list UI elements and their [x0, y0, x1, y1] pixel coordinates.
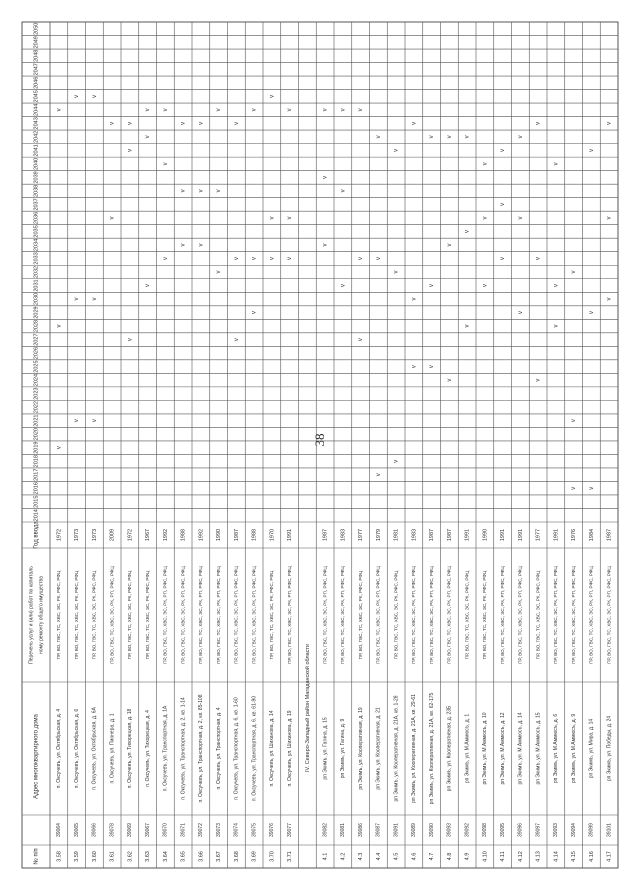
row-id: 39101: [606, 823, 613, 837]
header-plan-year: 2022: [33, 401, 40, 414]
row-id: 39092: [464, 823, 471, 837]
header-plan-year: 2033: [33, 252, 40, 265]
header-plan-year: 2019: [33, 441, 40, 454]
row-num: 4.5: [393, 852, 400, 861]
row-year: 1972: [127, 528, 134, 542]
section-title: IV. Северо-Западный район Магаданской области: [304, 643, 311, 773]
row-address: п. Оксучевъ, ул. Пионера, д. 1: [109, 713, 116, 784]
row-services: ПР, ВО, ГВС, ТС, ХВС, ЭС, РК, РФС, РФЦ: [91, 570, 97, 660]
row-address: рп Экимъ, ул. М.Аммюсъ, д. 15: [535, 712, 542, 785]
check-mark: v: [216, 270, 223, 274]
row-year: 1990: [216, 528, 223, 542]
row-id: 39078: [109, 823, 116, 837]
row-address: рп Экимъ, ул. М.Аммюсъ, д. 1: [464, 713, 471, 784]
row-address: рп Экимъ, ул. Кооперативная, д. 21: [375, 707, 382, 790]
row-num: 4.17: [606, 851, 613, 862]
row-address: рп Экимъ, ул. Мира, д. 14: [588, 718, 595, 779]
row-services: ПР, ВО, ГВС, ТС, ХВС, ЭС, РК, РП, РФС, РФЦ: [198, 566, 204, 664]
row-address: рп Экимъ, ул. Кооперативная, д. 21А, кв. 1-28: [393, 695, 400, 802]
row-year: 1981: [393, 528, 400, 542]
header-address: Адрес многоквартирного дома: [33, 714, 40, 799]
check-mark: v: [500, 256, 507, 260]
row-id: 39067: [144, 823, 151, 837]
row-address: рп Экимъ, ул. М.Аммюсъ, д. 9: [570, 713, 577, 784]
row-id: 39072: [198, 823, 205, 837]
check-mark: v: [233, 256, 240, 260]
row-address: рп Экимъ, ул. Гагина, д. 15: [322, 717, 329, 780]
check-mark: v: [429, 135, 436, 139]
header-plan-year: 2049: [33, 36, 40, 49]
row-address: п. Оксучевъ, ул. Транспортная, д. 6, кв. 1-60: [233, 697, 240, 800]
row-services: ПР, ВО, ГВС, ТС, ХВС, ЭС, РК, РФС, РФЦ: [56, 570, 62, 660]
row-services: ПР, ВО, ГВС, ТС, ХВС, ЭС, РК, РП, РФС, РФЦ: [233, 566, 239, 664]
check-mark: v: [56, 446, 63, 450]
row-year: 1970: [269, 528, 276, 542]
row-services: ПР, ВО, ГВС, ТС, ХВС, ЭС, РК, РФС, РФЦ: [127, 570, 133, 660]
check-mark: v: [464, 324, 471, 328]
header-services-2: ному ремонту общего имущества: [38, 576, 45, 654]
check-mark: v: [553, 284, 560, 288]
row-num: 4.16: [588, 851, 595, 862]
check-mark: v: [588, 148, 595, 152]
check-mark: v: [553, 324, 560, 328]
check-mark: v: [198, 189, 205, 193]
check-mark: v: [571, 270, 578, 274]
check-mark: v: [553, 162, 560, 166]
check-mark: v: [287, 256, 294, 260]
check-mark: v: [322, 175, 329, 179]
row-year: 1992: [162, 528, 169, 542]
check-mark: v: [180, 189, 187, 193]
row-year: 1973: [91, 528, 98, 542]
row-num: 4.4: [375, 852, 382, 861]
check-mark: v: [411, 121, 418, 125]
row-num: 3.66: [198, 851, 205, 862]
check-mark: v: [606, 216, 613, 220]
row-services: ПР, ВО, ГВС, ТС, ХВС, ЭС, РК, РП, РФС, РФЦ: [162, 566, 168, 664]
page-number: 38: [312, 433, 327, 447]
header-plan-year: 2036: [33, 211, 40, 225]
row-num: 3.64: [162, 851, 169, 862]
check-mark: v: [517, 135, 524, 139]
row-num: 4.3: [358, 852, 365, 861]
row-services: ПР, ВО, ГВС, ТС, ХВС, ЭС, РК, РФС, РФЦ: [464, 570, 470, 660]
row-services: ПР, ВО, ГВС, ТС, ХВС, ЭС, РК, РП, РФС, РФЦ: [428, 566, 434, 664]
check-mark: v: [251, 256, 258, 260]
row-services: ПР, ВО, ГВС, ТС, ХВС, ЭС, РК, РП, РФС, РФЦ: [570, 566, 576, 664]
row-id: 39089: [411, 823, 418, 837]
row-id: 39093: [553, 823, 560, 837]
row-id: 39070: [162, 823, 169, 837]
check-mark: v: [588, 486, 595, 490]
row-num: 3.69: [251, 851, 258, 862]
check-mark: v: [606, 121, 613, 125]
row-services: ПР, ВО, ГВС, ТС, ХВС, ЭС, РК, РП, РФС, РФЦ: [109, 566, 115, 664]
check-mark: v: [109, 121, 116, 125]
check-mark: v: [482, 284, 489, 288]
row-id: 39090: [428, 823, 435, 837]
header-plan-year: 2020: [33, 428, 40, 441]
row-num: 3.62: [127, 851, 134, 862]
header-plan-year: 2025: [33, 360, 40, 373]
header-plan-year: 2021: [33, 414, 40, 427]
check-mark: v: [56, 324, 63, 328]
row-services: ПР, ВО, ГВС, ТС, ХВС, ЭС, РК, РП, РФС, РФЦ: [553, 566, 559, 664]
check-mark: v: [358, 256, 365, 260]
row-num: 3.65: [180, 851, 187, 862]
header-plan-year: 2044: [33, 103, 40, 116]
check-mark: v: [162, 108, 169, 112]
row-num: 4.1: [322, 852, 329, 861]
header-plan-year: 2014: [33, 509, 40, 522]
check-mark: v: [411, 365, 418, 369]
row-address: п. Оксучевъ, ул. Транспортная, д. 1А: [162, 705, 169, 792]
check-mark: v: [340, 284, 347, 288]
row-services: ПР, ВО, ГВС, ТС, ХВС, ЭС, РК, РП, РФС, РФЦ: [517, 566, 523, 664]
row-num: 3.58: [56, 851, 63, 862]
check-mark: v: [500, 202, 507, 206]
row-address: рп Экимъ, ул. М.Аммюсъ, д. 14: [517, 712, 524, 785]
header-plan-year: 2018: [33, 455, 40, 468]
check-mark: v: [375, 256, 382, 260]
header-plan-year: 2034: [33, 238, 40, 252]
row-num: 3.70: [269, 851, 276, 862]
row-year: 1979: [375, 528, 382, 542]
row-num: 4.8: [446, 852, 453, 861]
header-plan-year: 2046: [33, 76, 40, 89]
header-plan-year: 2028: [33, 319, 40, 333]
row-num: 4.15: [571, 851, 578, 862]
header-plan-year: 2023: [33, 387, 40, 400]
check-mark: v: [358, 108, 365, 112]
row-id: 39076: [269, 823, 276, 837]
row-num: 3.67: [216, 851, 223, 862]
row-year: 1987: [322, 528, 329, 542]
row-num: 4.2: [340, 852, 347, 861]
row-id: 39096: [517, 823, 524, 837]
row-address: рп Экимъ, ул. Кооперативная, д. 21А, кв. 29-61: [411, 694, 418, 803]
check-mark: v: [588, 311, 595, 315]
header-plan-year: 2015: [33, 495, 40, 508]
check-mark: v: [482, 216, 489, 220]
check-mark: v: [322, 243, 329, 247]
row-num: 4.11: [500, 851, 507, 862]
row-id: 39097: [535, 823, 542, 837]
row-year: 1972: [56, 528, 63, 542]
header-plan-year: 2038: [33, 184, 40, 198]
row-address: п. Оксучевъ, ул. Шиханова, д. 19: [286, 710, 293, 787]
row-id: 39087: [375, 823, 382, 837]
row-num: 4.14: [553, 851, 560, 862]
row-year: 1987: [606, 528, 613, 542]
check-mark: v: [464, 135, 471, 139]
check-mark: v: [571, 486, 578, 490]
row-year: 1977: [358, 528, 365, 542]
row-address: рп Экимъ, ул. Кооперативная, д. 23Б: [446, 705, 453, 792]
check-mark: v: [109, 216, 116, 220]
row-services: ПР, ВО, ГВС, ТС, ХВС, ЭС, РК, РФС, РФЦ: [535, 570, 541, 660]
row-year: 1990: [482, 528, 489, 542]
row-services: ПР, ВО, ГВС, ТС, ХВС, ЭС, РК, РП, РФС, РФЦ: [446, 566, 452, 664]
row-services: ПР, ВО, ГВС, ТС, ХВС, ЭС, РК, РФС, РФЦ: [269, 570, 275, 660]
header-plan-year: 2026: [33, 346, 40, 360]
row-address: рп Экимъ, ул. Кооперативная, д. 19: [357, 707, 364, 790]
check-mark: v: [393, 270, 400, 274]
row-id: 39066: [91, 823, 98, 837]
row-services: ПР, ВО, ГВС, ТС, ХВС, ЭС, РК, РП, РФС, РФЦ: [286, 566, 292, 664]
row-year: 1988: [180, 528, 187, 542]
row-num: 3.63: [145, 851, 152, 862]
check-mark: v: [393, 148, 400, 152]
check-mark: v: [482, 162, 489, 166]
check-mark: v: [145, 284, 152, 288]
row-id: 39069: [127, 823, 134, 837]
header-plan-year: 2045: [33, 90, 40, 103]
row-id: 39082: [322, 823, 329, 837]
row-year: 1992: [198, 528, 205, 542]
check-mark: v: [535, 121, 542, 125]
row-id: 39093: [446, 823, 453, 837]
header-year: Год ввода: [33, 521, 40, 549]
row-num: 4.13: [535, 851, 542, 862]
row-services: ПР, ВО, ГВС, ТС, ХВС, ЭС, РК, РП, РФС, РФЦ: [322, 566, 328, 664]
row-services: ПР, ВО, ГВС, ТС, ХВС, ЭС, РК, РП, РФС, РФЦ: [251, 566, 257, 664]
row-address: рп Экимъ, ул. М.Аммюсъ, д. 6: [553, 713, 560, 784]
check-mark: v: [375, 135, 382, 139]
row-address: п. Оксучевъ, ул. Октябрьская, д. 6А: [91, 707, 98, 790]
row-address: рп Экимъ, ул. М.Аммюсъ, д. 12: [499, 712, 506, 785]
row-id: 39075: [251, 823, 258, 837]
row-id: 39065: [73, 823, 80, 837]
row-address: п. Оксучевъ, ул. Транспортная, д. 2, кв. 1-14: [180, 697, 187, 800]
check-mark: v: [91, 297, 98, 301]
check-mark: v: [606, 297, 613, 301]
check-mark: v: [251, 311, 258, 315]
row-year: 1987: [233, 528, 240, 542]
row-num: 4.10: [482, 851, 489, 862]
check-mark: v: [145, 108, 152, 112]
header-plan-year: 2050: [33, 22, 40, 35]
check-mark: v: [393, 459, 400, 463]
check-mark: v: [127, 121, 134, 125]
row-year: 1991: [464, 528, 471, 542]
header-plan-year: 2029: [33, 306, 40, 319]
row-num: 3.68: [233, 851, 240, 862]
check-mark: v: [375, 473, 382, 477]
header-plan-year: 2030: [33, 292, 40, 306]
row-num: 3.71: [287, 851, 294, 862]
row-num: 4.6: [411, 852, 418, 861]
row-num: 4.9: [464, 852, 471, 861]
row-year: 1967: [145, 528, 152, 542]
header-plan-year: 2031: [33, 279, 40, 292]
check-mark: v: [340, 189, 347, 193]
check-mark: v: [233, 121, 240, 125]
row-services: ПР, ВО, ГВС, ТС, ХВС, ЭС, РК, РП, РФС, РФЦ: [606, 566, 612, 664]
row-address: п. Оксучевъ, ул. Шиханова, д. 14: [269, 710, 276, 787]
check-mark: v: [287, 216, 294, 220]
check-mark: v: [162, 162, 169, 166]
row-id: 39091: [393, 823, 400, 837]
row-num: 3.60: [91, 851, 98, 862]
row-services: ПР, ВО, ГВС, ТС, ХВС, ЭС, РК, РП, РФС, РФЦ: [180, 566, 186, 664]
header-plan-year: 2027: [33, 333, 40, 346]
check-mark: v: [198, 243, 205, 247]
row-num: 4.7: [429, 852, 436, 861]
row-num: 3.61: [109, 851, 116, 862]
header-plan-year: 2037: [33, 198, 40, 211]
check-mark: v: [74, 94, 81, 98]
check-mark: v: [269, 256, 276, 260]
row-year: 1987: [429, 528, 436, 542]
header-plan-year: 2035: [33, 225, 40, 238]
check-mark: v: [198, 121, 205, 125]
check-mark: v: [358, 338, 365, 342]
check-mark: v: [233, 338, 240, 342]
header-plan-year: 2040: [33, 157, 40, 171]
row-id: 39073: [215, 823, 222, 837]
row-services: ПР, ВО, ГВС, ТС, ХВС, ЭС, РК, РФС, РФЦ: [357, 570, 363, 660]
row-address: п. Оксучевъ, ул. Тихорецкая, д. 4: [144, 710, 151, 787]
row-year: 1973: [74, 528, 81, 542]
check-mark: v: [162, 256, 169, 260]
header-plan-year: 2042: [33, 130, 40, 143]
check-mark: v: [517, 311, 524, 315]
row-services: ПР, ВО, ГВС, ТС, ХВС, ЭС, РК, РП, РФС, РФЦ: [215, 566, 221, 664]
check-mark: v: [429, 284, 436, 288]
row-id: 39077: [286, 823, 293, 837]
row-num: 3.59: [74, 851, 81, 862]
row-id: 39098: [482, 823, 489, 837]
row-year: 2009: [109, 528, 116, 542]
header-services: Перечень услуг и (или) работ по капиталь: [28, 566, 35, 664]
check-mark: v: [216, 189, 223, 193]
row-services: ПР, ВО, ГВС, ТС, ХВС, ЭС, РК, РП, РФС, РФЦ: [340, 566, 346, 664]
row-services: ПР, ВО, ГВС, ТС, ХВС, ЭС, РК, РФС, РФЦ: [144, 570, 150, 660]
header-plan-year: 2039: [33, 171, 40, 184]
check-mark: v: [74, 297, 81, 301]
row-address: рп Экимъ, ул. Победы, д. 24: [606, 715, 613, 782]
check-mark: v: [464, 229, 471, 233]
check-mark: v: [56, 108, 63, 112]
check-mark: v: [446, 243, 453, 247]
check-mark: v: [446, 378, 453, 382]
row-address: п. Оксучевъ, ул. Транспортная, д. 2, кв. 85-108: [198, 694, 205, 803]
row-address: п. Оксучевъ, ул. Тихорецкая, д. 18: [127, 708, 134, 789]
check-mark: v: [287, 108, 294, 112]
row-num: 4.12: [517, 851, 524, 862]
row-year: 1991: [517, 528, 524, 542]
check-mark: v: [127, 338, 134, 342]
check-mark: v: [91, 419, 98, 423]
check-mark: v: [535, 256, 542, 260]
row-address: п. Оксучевъ, ул. Транспортная, д. 4: [215, 707, 222, 790]
check-mark: v: [517, 216, 524, 220]
header-num: № п/п: [33, 848, 40, 865]
row-year: 1976: [571, 528, 578, 542]
row-year: 1991: [553, 528, 560, 542]
row-year: 1988: [251, 528, 258, 542]
check-mark: v: [411, 297, 418, 301]
check-mark: v: [429, 365, 436, 369]
row-year: 1984: [588, 528, 595, 542]
row-address: рп Экимъ, ул. Гагина, д. 9: [340, 718, 347, 779]
check-mark: v: [340, 108, 347, 112]
row-services: ПР, ВО, ГВС, ТС, ХВС, ЭС, РК, РФС, РФЦ: [482, 570, 488, 660]
row-id: 39081: [340, 823, 347, 837]
row-services: ПР, ВО, ГВС, ТС, ХВС, ЭС, РК, РФС, РФЦ: [393, 570, 399, 660]
row-year: 1991: [287, 528, 294, 542]
row-id: 39064: [56, 823, 63, 837]
row-services: ПР, ВО, ГВС, ТС, ХВС, ЭС, РК, РП, РФС, РФЦ: [411, 566, 417, 664]
check-mark: v: [500, 148, 507, 152]
check-mark: v: [322, 108, 329, 112]
header-plan-year: 2041: [33, 144, 40, 157]
row-id: 39086: [357, 823, 364, 837]
row-id: 39095: [499, 823, 506, 837]
header-plan-year: 2047: [33, 63, 40, 76]
row-services: ПР, ВО, ГВС, ТС, ХВС, ЭС, РК, РФС, РФЦ: [73, 570, 79, 660]
header-plan-year: 2048: [33, 49, 40, 62]
row-services: ПР, ВО, ГВС, ТС, ХВС, ЭС, РК, РП, РФС, РФЦ: [588, 566, 594, 664]
row-year: 1983: [340, 528, 347, 542]
header-plan-year: 2032: [33, 265, 40, 279]
row-address: п. Оксучевъ, ул. Октябрьская, д. 6: [73, 708, 80, 789]
check-mark: v: [145, 135, 152, 139]
row-id: 39074: [233, 823, 240, 837]
row-address: рп Экимъ, ул. Кооперативная, д. 21А, кв. 62-175: [428, 692, 435, 805]
row-address: п. Оксучевъ, ул. Транспортная, д. 6, кв. 61-90: [251, 695, 258, 802]
check-mark: v: [127, 148, 134, 152]
row-year: 1977: [535, 528, 542, 542]
row-services: ПР, ВО, ГВС, ТС, ХВС, ЭС, РК, РП, РФС, РФЦ: [375, 566, 381, 664]
check-mark: v: [180, 243, 187, 247]
check-mark: v: [74, 419, 81, 423]
header-plan-year: 2017: [33, 468, 40, 481]
row-address: п. Оксучевъ, ул. Октябрьская, д. 4: [56, 708, 63, 789]
row-services: ПР, ВО, ГВС, ТС, ХВС, ЭС, РК, РП, РФС, РФЦ: [499, 566, 505, 664]
header-plan-year: 2024: [33, 373, 40, 387]
row-year: 1991: [500, 528, 507, 542]
check-mark: v: [180, 121, 187, 125]
row-id: 39099: [588, 823, 595, 837]
header-plan-year: 2043: [33, 117, 40, 130]
row-id: 39071: [180, 823, 187, 837]
check-mark: v: [269, 216, 276, 220]
row-year: 1987: [446, 528, 453, 542]
row-year: 1983: [411, 528, 418, 542]
check-mark: v: [535, 378, 542, 382]
check-mark: v: [446, 135, 453, 139]
header-plan-year: 2016: [33, 482, 40, 495]
check-mark: v: [571, 419, 578, 423]
check-mark: v: [216, 108, 223, 112]
check-mark: v: [269, 94, 276, 98]
check-mark: v: [91, 94, 98, 98]
check-mark: v: [251, 108, 258, 112]
row-id: 39094: [570, 823, 577, 837]
row-address: рп Экимъ, ул. М.Аммюсъ, д. 10: [482, 712, 489, 785]
